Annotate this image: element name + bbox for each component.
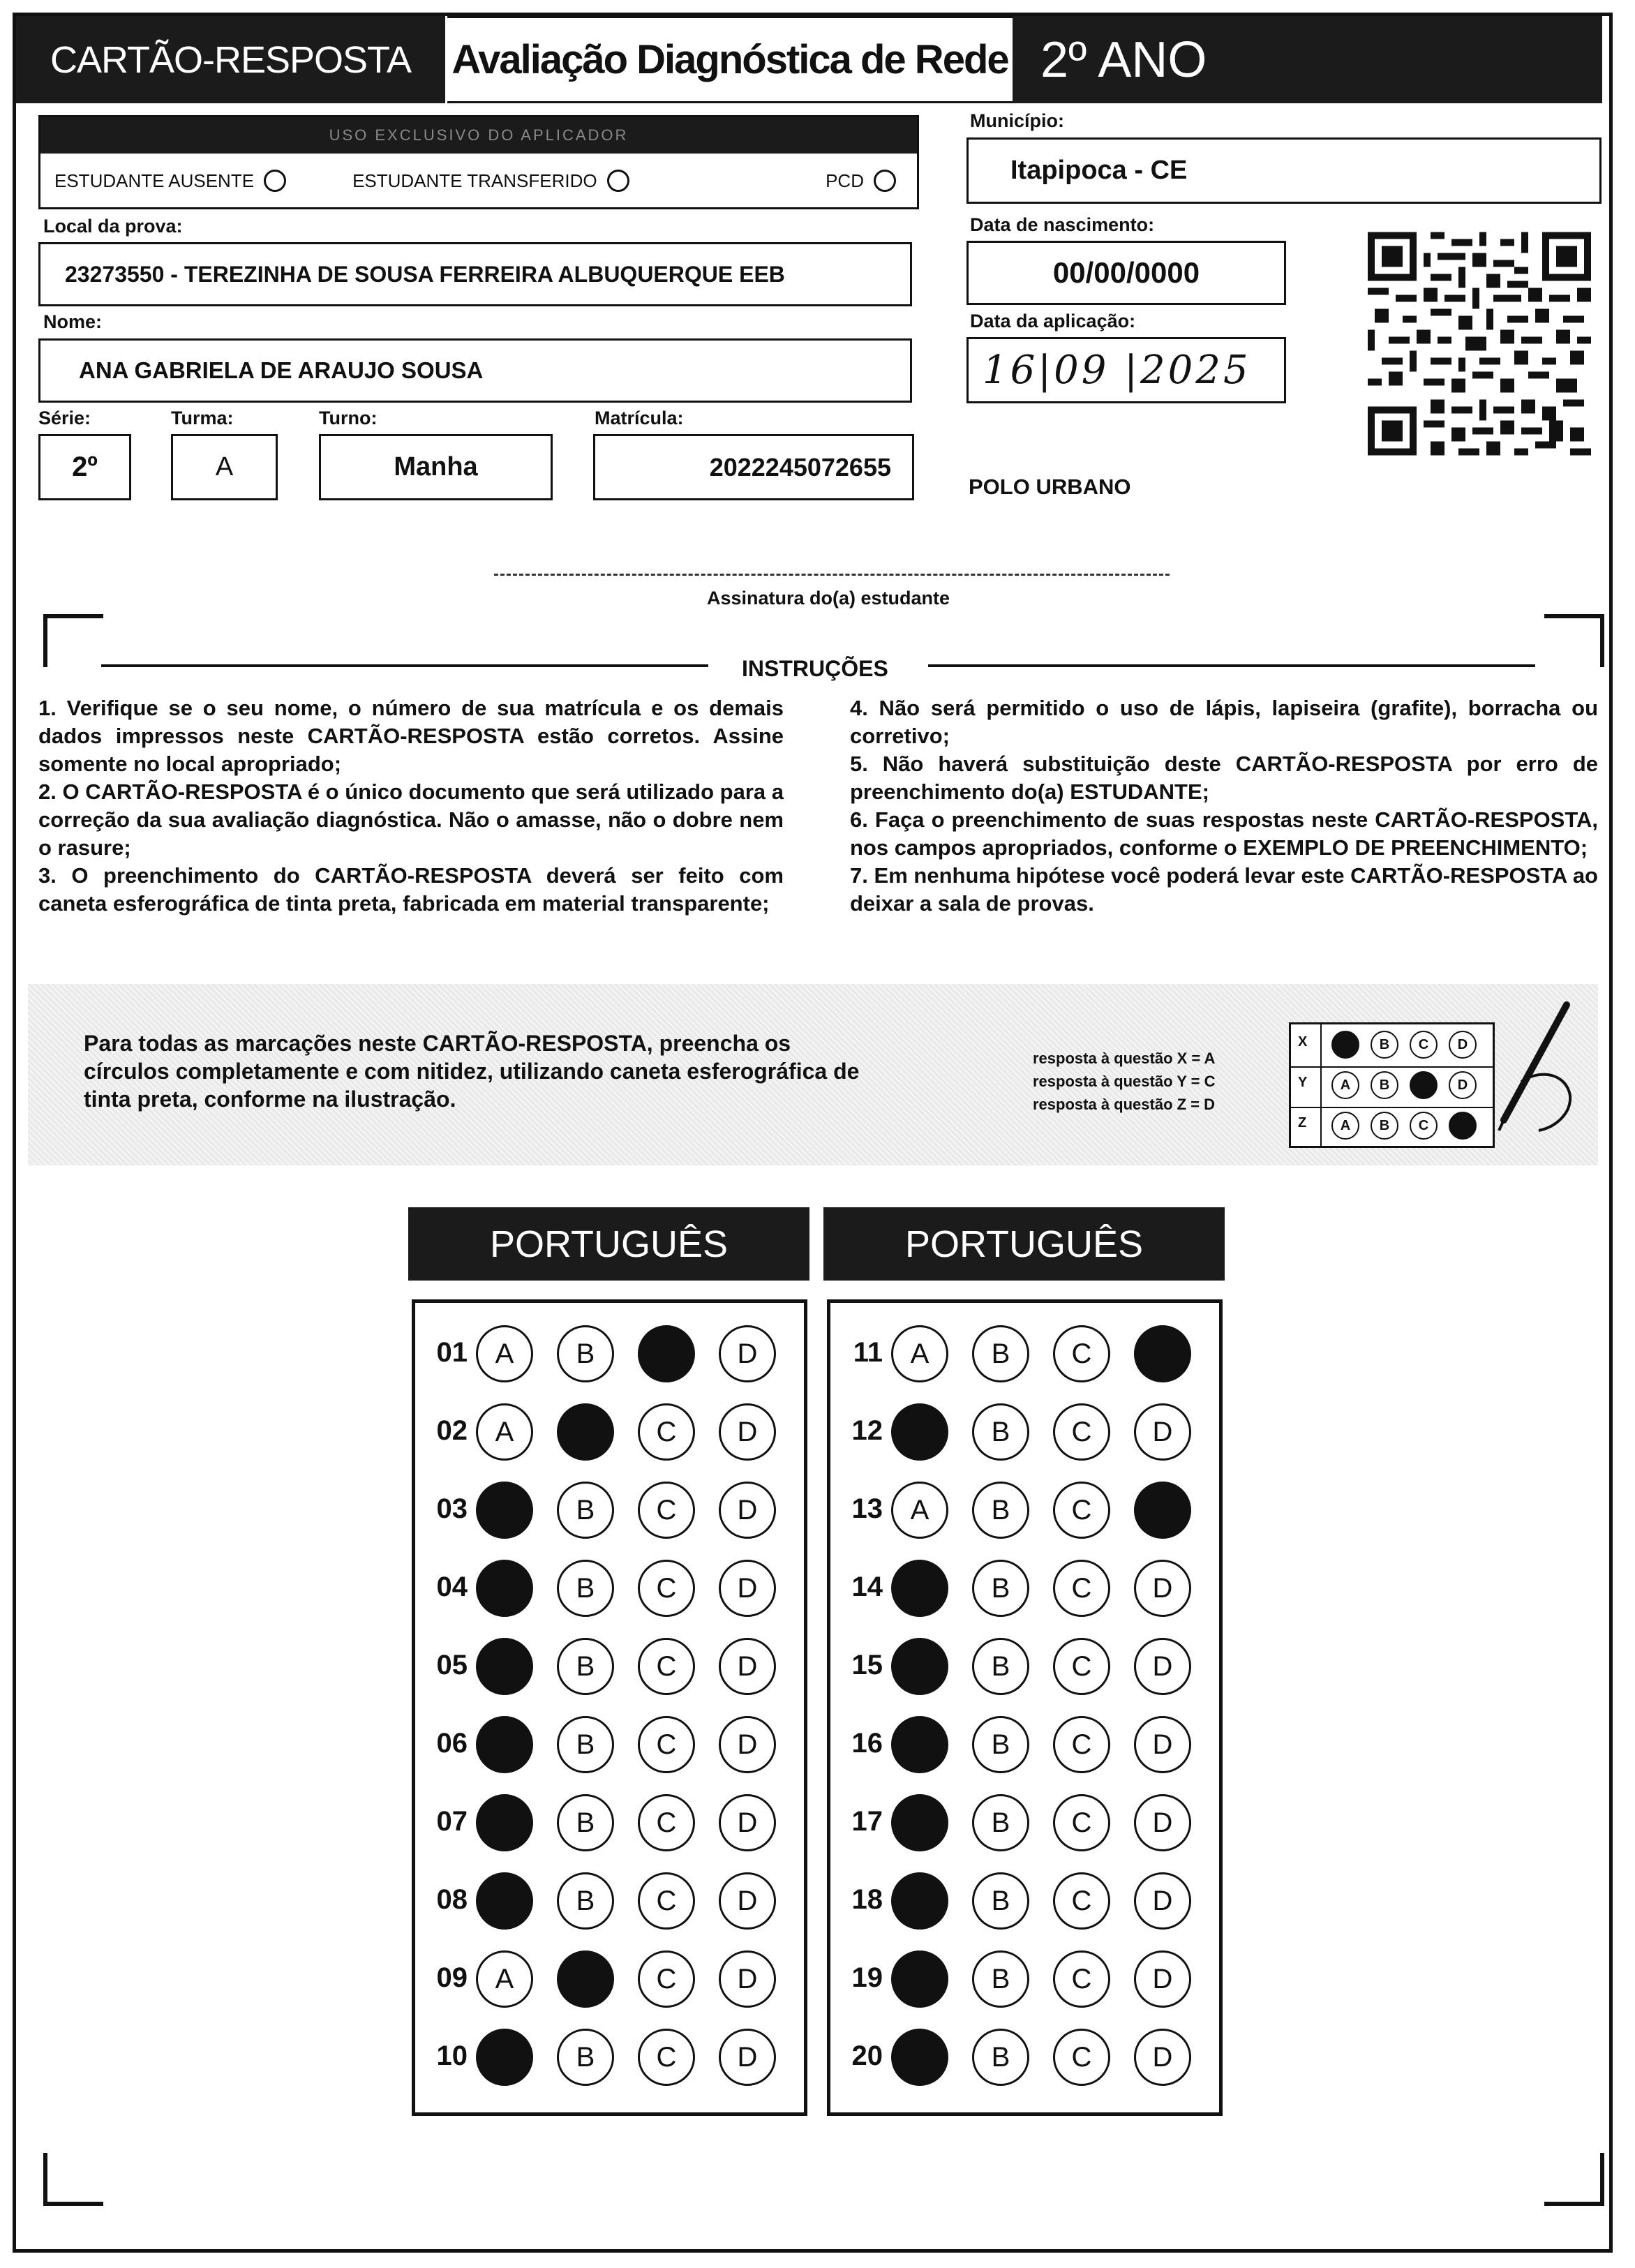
question-number: 19 <box>851 1962 883 1993</box>
corner-mark-top-left <box>43 614 103 667</box>
question-number: 10 <box>436 2041 468 2071</box>
pcd-checkbox[interactable] <box>874 170 896 192</box>
answer-bubble-07-c[interactable]: C <box>638 1794 695 1851</box>
instruction-item: 6. Faça o preenchimento de suas respostas neste CARTÃO-RESPOSTA, nos campos apropriados, conforme o EXEMPLO DE PREENCHIMENTO; <box>850 807 1598 860</box>
pen-icon <box>1479 998 1577 1137</box>
legend-line: resposta à questão Z = D <box>1033 1096 1216 1113</box>
answer-bubble-09-d[interactable]: D <box>719 1950 776 2008</box>
answer-bubble-01-d[interactable]: D <box>719 1325 776 1382</box>
answer-bubble-20-a[interactable] <box>891 2029 948 2086</box>
answer-bubble-17-a[interactable] <box>891 1794 948 1851</box>
legend-line: resposta à questão X = A <box>1033 1050 1216 1067</box>
answer-bubble-13-c[interactable]: C <box>1053 1482 1110 1539</box>
answer-bubble-16-d[interactable]: D <box>1134 1716 1191 1773</box>
fill-example-grid <box>1289 1022 1495 1148</box>
answer-bubble-10-a[interactable] <box>476 2029 533 2086</box>
turma-field <box>171 434 278 500</box>
example-bubble-y-b: B <box>1371 1071 1398 1099</box>
answer-bubble-11-d[interactable] <box>1134 1325 1191 1382</box>
header-card-label: CARTÃO-RESPOSTA <box>50 38 412 81</box>
serie-label: Série: <box>38 408 91 428</box>
municipio-value: Itapipoca - CE <box>1010 156 1188 185</box>
instruction-item: 2. O CARTÃO-RESPOSTA é o único documento que será utilizado para a correção da sua avaliação diagnóstica. Não o amasse, não o dobre nem o rasure; <box>38 779 784 860</box>
answer-bubble-19-d[interactable]: D <box>1134 1950 1191 2008</box>
instructions-rule-left <box>101 664 708 667</box>
answer-bubble-06-a[interactable] <box>476 1716 533 1773</box>
applicator-bar-label: USO EXCLUSIVO DO APLICADOR <box>329 126 629 144</box>
answer-bubble-14-b[interactable]: B <box>972 1560 1029 1617</box>
answer-bubble-04-b[interactable]: B <box>557 1560 614 1617</box>
instructions-title: INSTRUÇÕES <box>742 656 888 681</box>
question-number: 15 <box>851 1650 883 1680</box>
example-bubble-z-a: A <box>1331 1112 1359 1140</box>
example-bubble-x-d: D <box>1449 1031 1477 1059</box>
question-number: 16 <box>851 1728 883 1759</box>
answer-bubble-05-b[interactable]: B <box>557 1638 614 1695</box>
question-number: 12 <box>851 1415 883 1446</box>
example-bubble-z-b: B <box>1371 1112 1398 1140</box>
question-number: 07 <box>436 1806 468 1837</box>
serie-value: 2º <box>72 452 98 482</box>
question-number: 08 <box>436 1884 468 1915</box>
municipio-field <box>966 137 1602 204</box>
answer-bubble-07-d[interactable]: D <box>719 1794 776 1851</box>
answer-bubble-11-c[interactable]: C <box>1053 1325 1110 1382</box>
answer-bubble-19-b[interactable]: B <box>972 1950 1029 2008</box>
example-bubble-y-a: A <box>1331 1071 1359 1099</box>
answer-bubble-04-a[interactable] <box>476 1560 533 1617</box>
answer-bubble-20-d[interactable]: D <box>1134 2029 1191 2086</box>
question-number: 13 <box>851 1493 883 1524</box>
header-card-label-box <box>16 16 445 103</box>
location-value: 23273550 - TEREZINHA DE SOUSA FERREIRA ALBUQUERQUE EEB <box>65 261 785 287</box>
turma-label: Turma: <box>171 408 234 428</box>
corner-mark-bottom-left <box>43 2153 103 2206</box>
answer-bubble-18-c[interactable]: C <box>1053 1872 1110 1930</box>
applicator-bar <box>40 117 917 154</box>
answer-bubble-17-d[interactable]: D <box>1134 1794 1191 1851</box>
answer-bubble-06-b[interactable]: B <box>557 1716 614 1773</box>
question-number: 20 <box>851 2041 883 2071</box>
header-grade-box <box>1013 16 1602 103</box>
example-row-label: Y <box>1298 1075 1308 1090</box>
absent-label: ESTUDANTE AUSENTE <box>54 170 255 191</box>
grade-label: 2º ANO <box>1040 31 1207 88</box>
name-value: ANA GABRIELA DE ARAUJO SOUSA <box>79 357 484 383</box>
application-date-label: Data da aplicação: <box>970 311 1136 331</box>
fill-example-legend <box>1033 1047 1215 1116</box>
answer-bubble-06-c[interactable]: C <box>638 1716 695 1773</box>
location-label: Local da prova: <box>43 216 183 237</box>
answer-bubble-16-c[interactable]: C <box>1053 1716 1110 1773</box>
example-bubble-x-c: C <box>1410 1031 1438 1059</box>
corner-mark-top-right <box>1544 614 1604 667</box>
answer-bubble-15-c[interactable]: C <box>1053 1638 1110 1695</box>
answer-bubble-12-d[interactable]: D <box>1134 1403 1191 1461</box>
answer-bubble-15-d[interactable]: D <box>1134 1638 1191 1695</box>
polo-label: POLO URBANO <box>969 475 1131 499</box>
section-header: PORTUGUÊS <box>823 1207 1225 1281</box>
question-number: 11 <box>853 1337 883 1368</box>
qr-code <box>1368 230 1591 457</box>
name-label: Nome: <box>43 311 103 332</box>
applicator-box <box>38 115 919 209</box>
absent-checkbox[interactable] <box>264 170 286 192</box>
answer-bubble-11-a[interactable]: A <box>891 1325 948 1382</box>
answer-bubble-02-a[interactable]: A <box>476 1403 533 1461</box>
application-date-value: 16|09 |2025 <box>983 348 1251 393</box>
answer-bubble-18-b[interactable]: B <box>972 1872 1029 1930</box>
instruction-item: 7. Em nenhuma hipótese você poderá levar este CARTÃO-RESPOSTA ao deixar a sala de provas. <box>850 863 1598 916</box>
fill-example-text: Para todas as marcações neste CARTÃO-RESPOSTA, preencha os círculos completamente e com nitidez, utilizando caneta esferográfica de tinta preta, conforme na ilustração. <box>84 1031 860 1112</box>
question-number: 09 <box>436 1962 468 1993</box>
answer-bubble-19-a[interactable] <box>891 1950 948 2008</box>
serie-field <box>38 434 131 500</box>
answer-bubble-12-a[interactable] <box>891 1403 948 1461</box>
example-bubble-y-c <box>1410 1071 1438 1099</box>
instruction-item: 4. Não será permitido o uso de lápis, lapiseira (grafite), borracha ou corretivo; <box>850 696 1598 748</box>
instruction-item: 5. Não haverá substituição deste CARTÃO-RESPOSTA por erro de preenchimento do(a) ESTUDANTE; <box>850 752 1598 804</box>
answer-bubble-18-d[interactable]: D <box>1134 1872 1191 1930</box>
answer-bubble-09-b[interactable] <box>557 1950 614 2008</box>
signature-label: Assinatura do(a) estudante <box>707 588 950 609</box>
answer-bubble-05-a[interactable] <box>476 1638 533 1695</box>
answer-bubble-20-b[interactable]: B <box>972 2029 1029 2086</box>
turno-value: Manha <box>394 452 478 482</box>
answer-bubble-13-d[interactable] <box>1134 1482 1191 1539</box>
turno-field <box>319 434 553 500</box>
example-bubble-z-c: C <box>1410 1112 1438 1140</box>
example-row-label: X <box>1298 1034 1308 1050</box>
turma-value: A <box>215 452 234 482</box>
answer-bubble-02-b[interactable] <box>557 1403 614 1461</box>
example-bubble-y-d: D <box>1449 1071 1477 1099</box>
example-bubble-x-a <box>1331 1031 1359 1059</box>
question-number: 05 <box>436 1650 468 1680</box>
answer-bubble-05-d[interactable]: D <box>719 1638 776 1695</box>
question-number: 01 <box>436 1337 468 1368</box>
answer-bubble-03-d[interactable]: D <box>719 1482 776 1539</box>
answer-bubble-02-d[interactable]: D <box>719 1403 776 1461</box>
answer-bubble-17-b[interactable]: B <box>972 1794 1029 1851</box>
answer-bubble-17-c[interactable]: C <box>1053 1794 1110 1851</box>
matricula-label: Matrícula: <box>595 408 684 428</box>
section-header: PORTUGUÊS <box>408 1207 809 1281</box>
answer-bubble-03-c[interactable]: C <box>638 1482 695 1539</box>
question-number: 04 <box>436 1572 468 1602</box>
answer-bubble-10-d[interactable]: D <box>719 2029 776 2086</box>
question-number: 18 <box>851 1884 883 1915</box>
corner-mark-bottom-right <box>1544 2153 1604 2206</box>
signature-line <box>494 574 1170 576</box>
answer-bubble-08-a[interactable] <box>476 1872 533 1930</box>
birthdate-field <box>966 241 1286 305</box>
answer-bubble-12-c[interactable]: C <box>1053 1403 1110 1461</box>
answer-bubble-15-a[interactable] <box>891 1638 948 1695</box>
example-row-label: Z <box>1298 1115 1307 1131</box>
legend-line: resposta à questão Y = C <box>1033 1073 1216 1090</box>
answer-bubble-16-a[interactable] <box>891 1716 948 1773</box>
answer-bubble-02-c[interactable]: C <box>638 1403 695 1461</box>
answer-bubble-07-a[interactable] <box>476 1794 533 1851</box>
answer-bubble-08-d[interactable]: D <box>719 1872 776 1930</box>
answer-bubble-03-b[interactable]: B <box>557 1482 614 1539</box>
answer-bubble-10-c[interactable]: C <box>638 2029 695 2086</box>
answer-bubble-14-d[interactable]: D <box>1134 1560 1191 1617</box>
header-title-box <box>447 16 1013 103</box>
instructions-left-column <box>38 694 784 918</box>
answer-bubble-01-b[interactable]: B <box>557 1325 614 1382</box>
answer-bubble-19-c[interactable]: C <box>1053 1950 1110 2008</box>
application-date-field[interactable] <box>966 337 1286 403</box>
answer-bubble-07-b[interactable]: B <box>557 1794 614 1851</box>
answer-bubble-14-c[interactable]: C <box>1053 1560 1110 1617</box>
answer-bubble-04-d[interactable]: D <box>719 1560 776 1617</box>
answer-bubble-09-c[interactable]: C <box>638 1950 695 2008</box>
answer-bubble-12-b[interactable]: B <box>972 1403 1029 1461</box>
question-number: 14 <box>851 1572 883 1602</box>
instructions-right-column <box>850 694 1598 918</box>
matricula-value: 2022245072655 <box>709 452 891 482</box>
answer-bubble-15-b[interactable]: B <box>972 1638 1029 1695</box>
name-field <box>38 338 912 403</box>
example-bubble-z-d <box>1449 1112 1477 1140</box>
answer-bubble-08-b[interactable]: B <box>557 1872 614 1930</box>
answer-bubble-13-b[interactable]: B <box>972 1482 1029 1539</box>
location-field <box>38 242 912 306</box>
answer-bubble-10-b[interactable]: B <box>557 2029 614 2086</box>
birthdate-value: 00/00/0000 <box>1052 256 1200 289</box>
example-bubble-x-b: B <box>1371 1031 1398 1059</box>
turno-label: Turno: <box>319 408 378 428</box>
municipio-label: Município: <box>970 110 1064 131</box>
answer-bubble-20-c[interactable]: C <box>1053 2029 1110 2086</box>
pcd-label: PCD <box>826 170 864 191</box>
question-number: 06 <box>436 1728 468 1759</box>
answer-bubble-09-a[interactable]: A <box>476 1950 533 2008</box>
question-number: 03 <box>436 1493 468 1524</box>
answer-bubble-14-a[interactable] <box>891 1560 948 1617</box>
transferred-checkbox[interactable] <box>607 170 629 192</box>
answer-bubble-04-c[interactable]: C <box>638 1560 695 1617</box>
instructions-rule-right <box>928 664 1535 667</box>
answer-bubble-08-c[interactable]: C <box>638 1872 695 1930</box>
birthdate-label: Data de nascimento: <box>970 214 1155 235</box>
answer-bubble-16-b[interactable]: B <box>972 1716 1029 1773</box>
instruction-item: 1. Verifique se o seu nome, o número de sua matrícula e os demais dados impressos neste CARTÃO-RESPOSTA estão corretos. Assine somente no local apropriado; <box>38 696 784 776</box>
question-number: 17 <box>851 1806 883 1837</box>
answer-bubble-01-c[interactable] <box>638 1325 695 1382</box>
answer-bubble-01-a[interactable]: A <box>476 1325 533 1382</box>
answer-bubble-11-b[interactable]: B <box>972 1325 1029 1382</box>
instruction-item: 3. O preenchimento do CARTÃO-RESPOSTA deverá ser feito com caneta esferográfica de tinta preta, fabricada em material transparente; <box>38 863 784 916</box>
answer-bubble-06-d[interactable]: D <box>719 1716 776 1773</box>
question-number: 02 <box>436 1415 468 1446</box>
answer-bubble-13-a[interactable]: A <box>891 1482 948 1539</box>
answer-bubble-05-c[interactable]: C <box>638 1638 695 1695</box>
transferred-label: ESTUDANTE TRANSFERIDO <box>352 170 597 191</box>
matricula-field <box>593 434 914 500</box>
answer-bubble-03-a[interactable] <box>476 1482 533 1539</box>
answer-bubble-18-a[interactable] <box>891 1872 948 1930</box>
example-col-divider <box>1320 1024 1322 1146</box>
exam-title: Avaliação Diagnóstica de Rede <box>451 37 1008 82</box>
